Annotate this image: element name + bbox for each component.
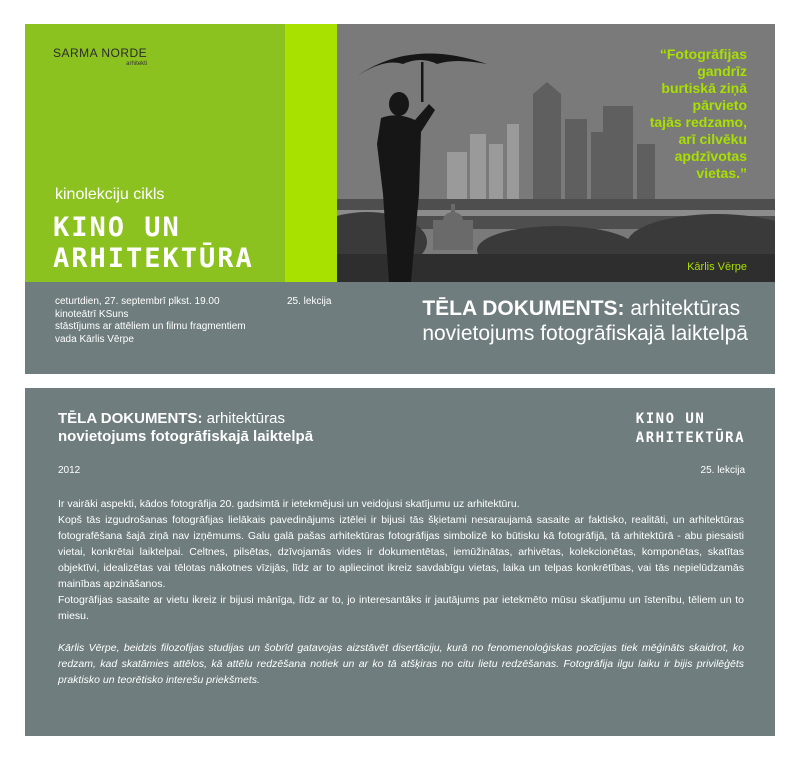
quote-line: pārvieto — [692, 97, 747, 113]
back-series-title-line2: ARHITEKTŪRA — [635, 430, 745, 446]
body-paragraph: Fotogrāfijas sasaite ar vietu ikreiz ir bijusi mānīga, līdz ar to, jo interesantāks ir jautājums par ietekmēto mūsu skatījumu un īstenību, tēliem un to miesu. — [58, 594, 744, 622]
poster-back — [25, 388, 775, 736]
lecture-title-bold: TĒLA DOKUMENTS: — [422, 297, 625, 320]
brand-name: SARMA NORDE — [53, 46, 148, 60]
quote-line: arī cilvēku — [678, 131, 747, 147]
event-host: vada Kārlis Vērpe — [55, 333, 134, 345]
poster-front — [25, 24, 775, 374]
body-text — [58, 496, 744, 688]
brand-logo — [53, 46, 147, 67]
event-date: ceturtdien, 27. septembrī plkst. 19.00 — [55, 296, 220, 307]
year: 2012 — [58, 465, 81, 476]
quote-author: Kārlis Vērpe — [687, 261, 747, 273]
back-series-title-line1: KINO UN — [635, 411, 706, 427]
back-title-bold: TĒLA DOKUMENTS: — [58, 410, 203, 427]
lime-strip — [285, 24, 337, 282]
quote-line: apdzīvotas — [674, 148, 747, 164]
quote — [577, 46, 747, 182]
back-lecture-number: 25. lekcija — [700, 465, 745, 476]
series-title — [53, 212, 254, 274]
series-label: kinolekciju cikls — [55, 186, 165, 203]
event-description: stāstījums ar attēliem un filmu fragmentiem — [55, 321, 246, 332]
quote-line: gandrīz — [697, 63, 747, 79]
series-title-line2: ARHITEKTŪRA — [53, 243, 254, 274]
back-series-title — [636, 410, 745, 448]
lecture-title-line2: novietojums fotogrāfiskajā laiktelpā — [422, 322, 748, 345]
speaker-bio: Kārlis Vērpe, beidzis filozofijas studijas un šobrīd gatavojas aizstāvēt disertāciju, kurā no fenomenoloģiskas pozīcijas tiek mēģināts skaidrot, ko redzam, kad skatāmies attēlos, kā attēlu redzēšana notiek un ar ko tā atšķiras no citu lietu redzēšanas. Fotogrāfija ilgu laiku ir bijis privilēģēts praktisko un teorētisko interešu priekšmets. — [58, 642, 744, 686]
event-band — [25, 282, 775, 374]
back-title-rest: arhitektūras — [202, 410, 285, 427]
back-title — [58, 410, 313, 446]
photo-umbrella-skyline — [337, 24, 775, 282]
lecture-title-rest: arhitektūras — [624, 297, 741, 320]
event-info — [55, 296, 246, 346]
body-paragraph: Kopš tās izgudrošanas fotogrāfijas lielākais pavedinājums iztēlei ir bijusi tās šķietami nesaraujamā sasaite ar faktisko, realitāti, un arhitektūras fotografēšana šajā ziņā nav izņēmums. Galu galā pašas arhitektūras fotogrāfijas simbolizē ko būtisku kā fotogrāfijā, tā arhitektūrā - abu piesaisti vietai, konkrētai laiktelpai. Celtnes, pilsētas, dzīvojamās vides ir dokumentētas, iemūžinātas, arhivētas, kolekcionētas, komponētas, skatītas objektīvi, idealizētas vai tēlotas nākotnes vīzijās, līdz ar to apliecinot ikreiz savdabīgu vietas, laika un telpas konkrētības, vai tās nepielūdzamās mainības apzināšanos. — [58, 514, 744, 590]
body-paragraph: Ir vairāki aspekti, kādos fotogrāfija 20. gadsimtā ir ietekmējusi un veidojusi skatījumu uz arhitektūru. — [58, 498, 520, 510]
lecture-number: 25. lekcija — [287, 296, 332, 307]
quote-line: tajās redzamo, — [649, 114, 747, 130]
quote-line: “Fotogrāfijas — [659, 46, 747, 62]
brand-subtitle: arhitekti — [126, 61, 148, 67]
event-venue: kinoteātrī KSuns — [55, 308, 129, 320]
back-title-line2: novietojums fotogrāfiskajā laiktelpā — [58, 428, 314, 445]
series-title-line1: KINO UN — [53, 212, 181, 243]
quote-line: vietas.” — [696, 165, 747, 181]
lecture-title — [422, 296, 748, 346]
quote-line: burtiskā ziņā — [661, 80, 747, 96]
